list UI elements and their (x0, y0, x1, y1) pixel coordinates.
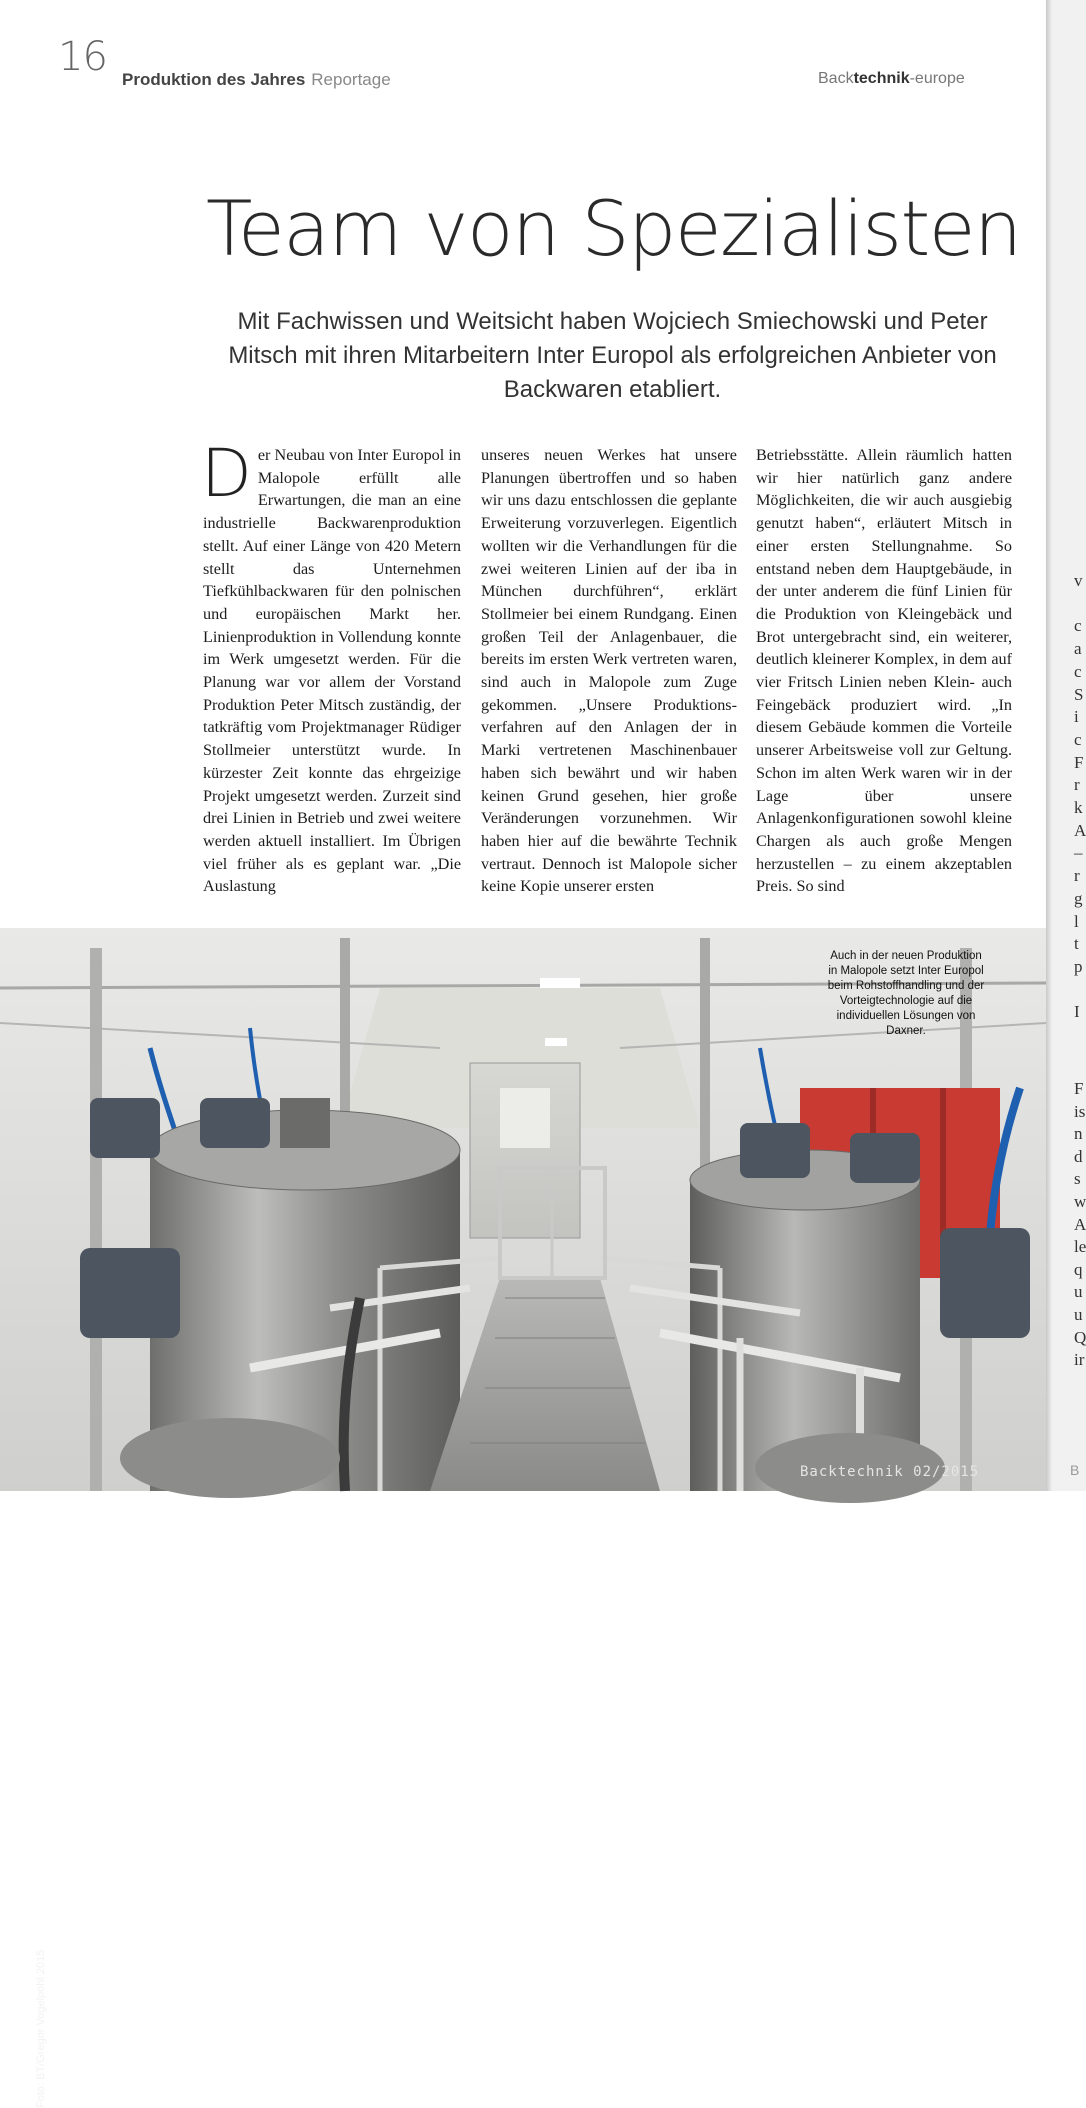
section-thin: Reportage (311, 70, 391, 89)
column-1 (201, 435, 461, 898)
magazine-post: -europe (909, 70, 965, 87)
page-number: 16 (58, 34, 107, 80)
photo-credit: Foto: BT/Gregor Vogelpohl 2015 (35, 1949, 47, 2108)
article-title: Team von Spezialisten (206, 184, 1021, 273)
next-page-edge (1046, 0, 1086, 1491)
next-page-footer-letter: B (1070, 1462, 1080, 1478)
magazine-name (818, 70, 965, 88)
magazine-pre: Back (818, 70, 854, 87)
column-3: Betriebsstätte. Allein räumlich hatten wir hier natürlich ganz andere Möglichkeiten, die wir auch ausgiebig genutzt haben“, erläutert Mitsch in einer ersten Stellungnahme. So entstand neben dem Hauptgebäude, in der unter anderem die fünf Linien für die Produktion von Kleingebäck und Brot untergebracht sind, ein weiterer, deutlich kleinerer Komplex, in dem auf vier Fritsch Linien neben Klein- auch Feingebäck produziert wird. „In diesem Gebäude kommen die Vorteile unserer Arbeitsweise voll zur Geltung. Schon im alten Werk waren wir in der Lage über unsere Anlagenkonfigurationen sowohl kleine Chargen als auch große Mengen herzustellen – zu einem akzeptablen Preis. So sind (756, 446, 1012, 896)
column-1-text: er Neubau von Inter Europol in Malopole erfüllt alle Erwartungen, die man an eine industrielle Backwarenproduktion stellt. Auf einer Länge von 420 Metern stellt das Unternehmen Tiefkühlbackwaren für den polnischen und europäischen Markt her. Linienproduktion in Vollendung konnte im Werk umgesetzt werden. Für die Planung war vor allem der Vorstand Produktion Peter Mitsch zuständig, der tatkräftig vom Projektmanager Rüdiger Stollmeier unterstützt wurde. In kürzester Zeit konnte das ehrgeizige Projekt umgesetzt werden. Zurzeit sind drei Linien in Betrieb und zwei weitere werden aktuell installiert. Im Übrigen viel früher als es geplant war. „Die Auslastung (203, 446, 461, 896)
photo-caption: Auch in der neuen Produktion in Malopole setzt Inter Europol beim Rohstoffhandling und der Vorteigtechnologie auf die individuellen Lösungen von Daxner. (827, 950, 985, 1037)
column-2: unseres neuen Werkes hat unsere Planungen übertroffen und so haben wir uns dazu entschlossen die geplante Erweiterung vorzuverlegen. Eigentlich wollten wir die Verhandlungen für die zwei weiteren Linien auf der iba in München durchführen“, erklärt Stollmeier bei einem Rundgang. Einen großen Teil der Anlagenbauer, die bereits im ersten Werk vertreten waren, sind auch in Malopole zum Zuge gekommen. „Unsere Produktionsverfahren auf den Anlagen der in Marki vertretenen Maschinenbauer haben sich bewährt und wir haben keinen Grund gesehen, hier große Veränderungen vorzunehmen. Wir haben hier auf die bewährte Technik vertraut. Dennoch ist Malopole sicher keine Kopie unserer ersten (481, 446, 737, 896)
section-label (122, 70, 391, 90)
section-bold: Produktion des Jahres (122, 70, 306, 89)
magazine-bold: technik (853, 70, 910, 87)
article-lead: Mit Fachwissen und Weitsicht haben Wojciech Smiechowski und Peter Mitsch mit ihren Mitarbeitern Inter Europol als erfolgreichen Anbieter von Backwaren etabliert. (228, 308, 997, 403)
next-page-letters-bottom: F is n d s w A le q u u Q ir (1074, 1079, 1086, 1370)
next-page-letters-top: v c a c S i c F r k A – r g l t p I (1074, 571, 1086, 1022)
dropcap: D (201, 435, 252, 512)
watermark: Backtechnik 02/2015 (800, 1464, 980, 1480)
